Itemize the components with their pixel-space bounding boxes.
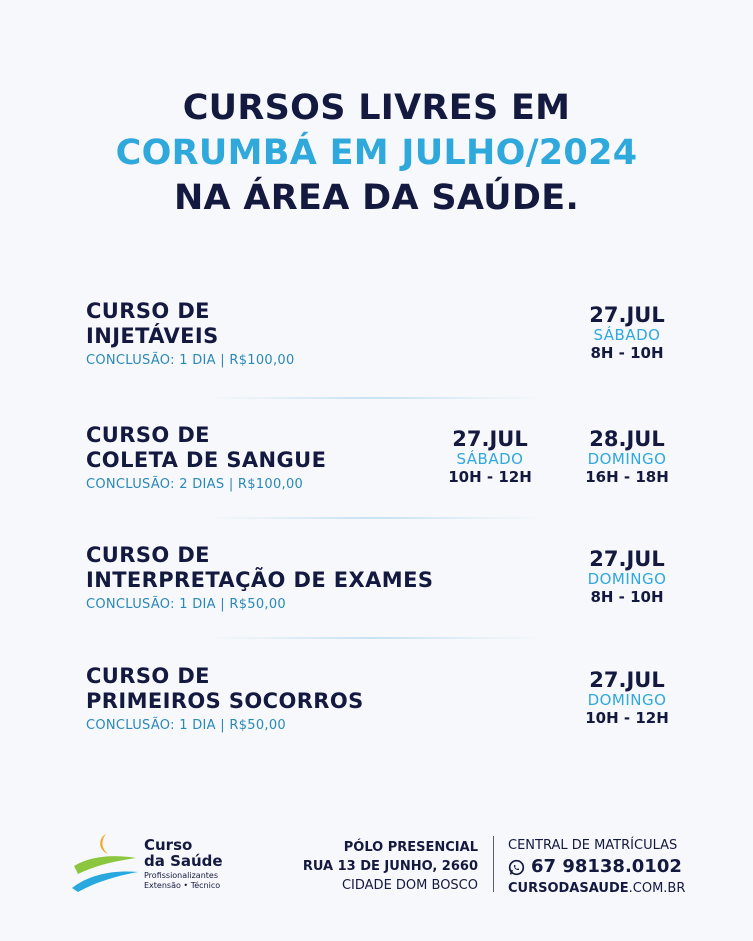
logo-subtitle-2: Extensão • Técnico [144,881,221,890]
central-title: CENTRAL DE MATRÍCULAS [508,838,678,853]
slot-day: SÁBADO [456,450,524,468]
polo-address [303,838,478,895]
logo-brand-line-2: da Saúde [144,852,223,870]
slot-date: 27.JUL [452,427,528,451]
logo-subtitle-1: Profissionalizantes [144,871,218,880]
course-primeiros-socorros [0,664,753,774]
slot-day: DOMINGO [587,450,667,468]
headline [0,86,753,221]
course-title-line-2: INTERPRETAÇÃO DE EXAMES [86,568,434,592]
course-info: CONCLUSÃO: 1 DIA | R$50,00 [86,597,287,612]
whatsapp-icon [508,859,525,876]
slot-date: 27.JUL [589,547,665,571]
course-title [86,423,326,473]
logo-mark-icon [68,828,144,898]
headline-line-1: CURSOS LIVRES EM [182,88,571,128]
slot-time: 10H - 12H [448,468,532,486]
course-info: CONCLUSÃO: 1 DIA | R$50,00 [86,718,287,733]
footer-divider [493,836,494,892]
polo-street: RUA 13 DE JUNHO, 2660 [302,859,478,874]
slot-date: 27.JUL [589,303,665,327]
course-injetaveis [0,299,753,409]
course-title-line-2: PRIMEIROS SOCORROS [86,689,364,713]
divider [210,517,540,519]
slot-time: 16H - 18H [585,468,669,486]
logo [68,828,238,898]
headline-line-3: NA ÁREA DA SAÚDE. [173,178,580,218]
course-title [86,299,219,349]
course-title-line-2: INJETÁVEIS [86,324,219,348]
polo-district: CIDADE DOM BOSCO [341,878,478,893]
course-title-line-2: COLETA DE SANGUE [86,448,327,472]
slot-day: DOMINGO [587,570,667,588]
schedule-slot [572,303,682,363]
schedule-slot [435,427,545,487]
course-info: CONCLUSÃO: 1 DIA | R$100,00 [86,353,295,368]
course-title-line-1: CURSO DE [86,423,210,447]
course-title [86,664,364,714]
course-title [86,543,433,593]
phone-number: 67 98138.0102 [531,856,682,877]
schedule-slot [572,547,682,607]
course-title-line-1: CURSO DE [86,664,210,688]
phone-link[interactable] [508,855,685,879]
divider [210,397,540,399]
slot-day: DOMINGO [587,691,667,709]
slot-time: 8H - 10H [590,588,664,606]
divider [210,637,540,639]
schedule-slot [572,427,682,487]
slot-date: 28.JUL [589,427,665,451]
website-domain: CURSODASAUDE [508,881,629,896]
logo-brand-line-1: Curso [144,836,193,854]
footer [0,828,753,898]
website-link[interactable] [508,879,685,898]
slot-date: 27.JUL [589,668,665,692]
slot-time: 8H - 10H [590,344,664,362]
website-tld: .COM.BR [628,881,686,896]
course-title-line-1: CURSO DE [86,543,210,567]
headline-line-2: CORUMBÁ EM JULHO/2024 [115,133,638,173]
central-matriculas [508,836,685,898]
slot-day: SÁBADO [593,326,661,344]
course-title-line-1: CURSO DE [86,299,210,323]
schedule-slot [572,668,682,728]
polo-title: PÓLO PRESENCIAL [343,840,478,855]
slot-time: 10H - 12H [585,709,669,727]
course-info: CONCLUSÃO: 2 DIAS | R$100,00 [86,477,304,492]
